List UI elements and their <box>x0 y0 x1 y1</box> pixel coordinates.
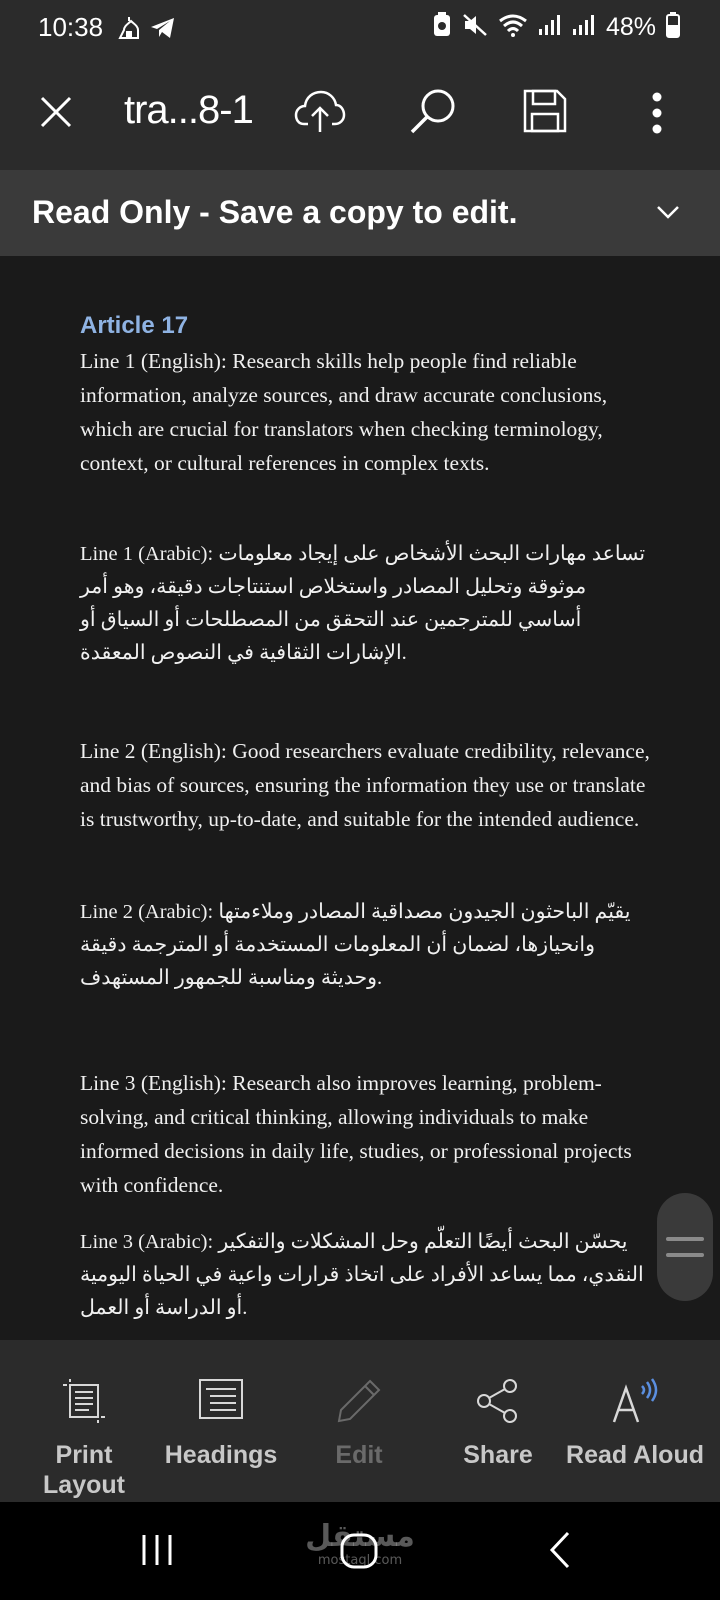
read-only-banner[interactable] <box>0 170 720 256</box>
paragraph-line3-english: Line 3 (English): Research also improves learning, problem-solving, and critical thinking, allowing individuals to make informed decisions in daily life, studies, or professional projects with confidence. <box>80 1071 632 1197</box>
status-notifications <box>118 16 176 45</box>
document-title[interactable]: tra...8-1 <box>124 88 253 132</box>
scroll-handle-grip <box>666 1237 704 1241</box>
signal-icon <box>572 13 596 42</box>
paragraph-line1-english: Line 1 (English): Research skills help people find reliable information, analyze sources, and draw accurate conclusions, which are crucial for translators when checking terminology, context, or cultural references in complex texts. <box>80 349 608 475</box>
headings-label: Headings <box>164 1441 278 1469</box>
recent-apps-icon[interactable] <box>140 1532 174 1573</box>
mute-icon <box>462 13 488 42</box>
paragraph-line3-arabic: Line 3 (Arabic): يحسّن البحث أيضًا التعلّم وحل المشكلات والتفكير النقدي، مما يساعد الأفراد على اتخاذ قرارات واعية في الحياة اليومية أو الدراسة أو العمل. <box>80 1231 644 1319</box>
watermark-arabic: مستقل <box>305 1519 415 1554</box>
more-icon[interactable] <box>650 92 664 139</box>
battery-saver-icon <box>432 12 452 43</box>
bottom-command-bar <box>0 1340 720 1502</box>
status-time: 10:38 <box>38 12 104 42</box>
share-label: Share <box>463 1441 533 1469</box>
paragraph-line2-arabic: Line 2 (Arabic): يقيّم الباحثون الجيدون مصداقية المصادر وملاءمتها وانحيازها، لضمان أن المعلومات المستخدمة أو المترجمة دقيقة وحديثة ومناسبة للجمهور المستهدف. <box>80 901 631 989</box>
article-heading: Article 17 <box>80 312 189 339</box>
back-icon[interactable] <box>548 1530 572 1575</box>
status-bar <box>0 0 720 58</box>
headings-icon <box>151 1378 291 1420</box>
cloud-upload-icon[interactable] <box>294 86 346 141</box>
system-navigation-bar <box>0 1502 720 1600</box>
watermark <box>300 1520 420 1568</box>
telegram-icon <box>150 16 176 45</box>
status-indicators <box>432 12 680 43</box>
print-layout-icon <box>14 1378 154 1424</box>
share-icon <box>428 1378 568 1424</box>
signal-icon <box>538 13 562 42</box>
read-aloud-label: Read Aloud <box>566 1441 704 1469</box>
paragraph-line1-arabic: Line 1 (Arabic): تساعد مهارات البحث الأشخاص على إيجاد معلومات موثوقة وتحليل المصادر واستخلاص استنتاجات دقيقة، وهو أمر أساسي للمترجمين عند التحقق من المصطلحات أو السياق أو الإشارات الثقافية في النصوص المعقدة. <box>80 543 646 664</box>
save-icon[interactable] <box>522 88 568 139</box>
print-layout-label: Print Layout <box>43 1441 125 1499</box>
close-icon[interactable] <box>38 94 74 135</box>
battery-percentage: 48% <box>605 13 656 41</box>
mosque-notification-icon <box>118 16 140 45</box>
battery-icon <box>666 12 680 43</box>
scroll-handle[interactable] <box>657 1193 713 1301</box>
read-only-message: Read Only - Save a copy to edit. <box>32 194 518 230</box>
scroll-handle-grip <box>666 1253 704 1257</box>
wifi-icon <box>498 13 528 42</box>
search-icon[interactable] <box>408 86 458 141</box>
watermark-latin: mostaql.com <box>317 1553 403 1568</box>
paragraph-line2-english: Line 2 (English): Good researchers evaluate credibility, relevance, and bias of sources, ensuring the information they use or translate is trustworthy, up-to-date, and suitable for the intended audience. <box>80 739 650 831</box>
edit-label: Edit <box>335 1441 383 1469</box>
app-toolbar <box>0 58 720 170</box>
chevron-down-icon[interactable] <box>654 198 682 231</box>
read-aloud-icon <box>565 1378 705 1426</box>
pencil-icon <box>289 1378 429 1424</box>
document-canvas[interactable] <box>0 256 720 1340</box>
